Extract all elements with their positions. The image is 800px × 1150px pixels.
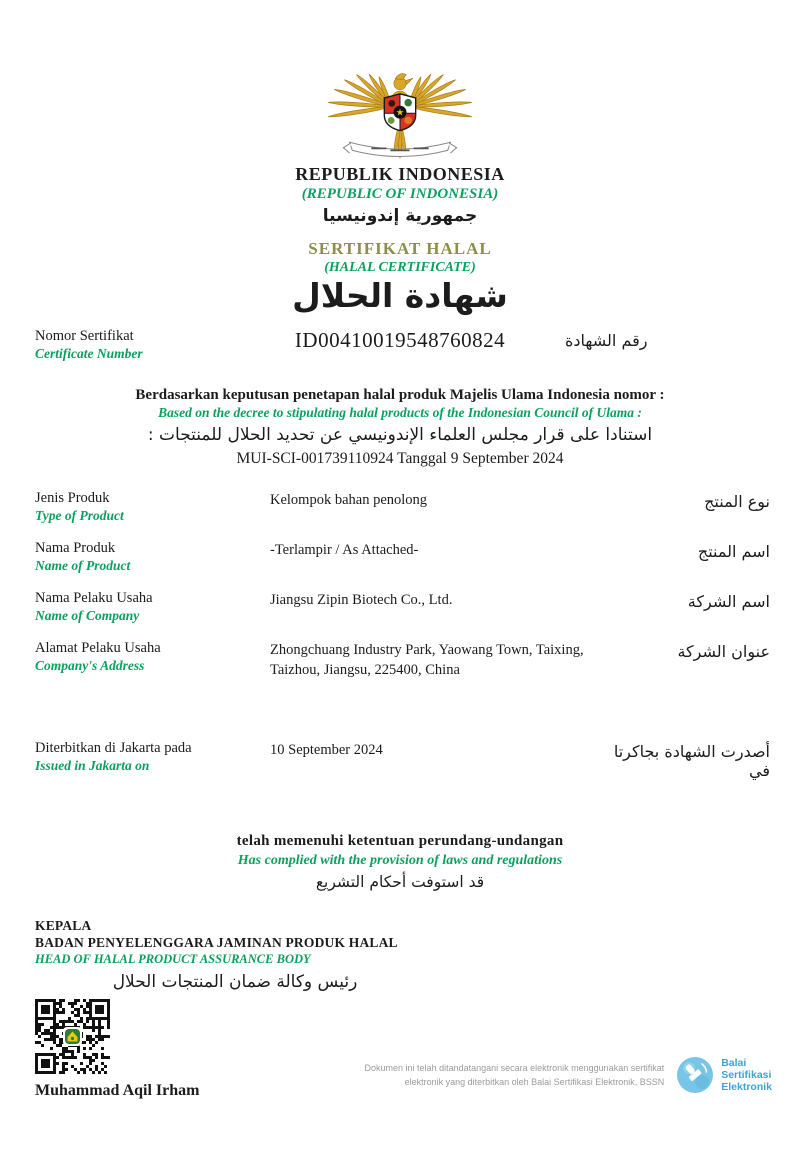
- signatory-title-line2: BADAN PENYELENGGARA JAMINAN PRODUK HALAL: [35, 934, 398, 950]
- balai-sertifikasi-elektronik-logo: [676, 1056, 772, 1094]
- svg-text:★: ★: [395, 107, 405, 119]
- field-row-product-name: [35, 540, 770, 579]
- field-label: [35, 490, 270, 529]
- field-value: -Terlampir / As Attached-: [270, 542, 419, 559]
- decree-number-line: MUI-SCI-001739110924 Tanggal 9 September 2024: [236, 449, 564, 467]
- signature-area: [35, 999, 199, 1100]
- decree-line-arabic: استنادا على قرار مجلس العلماء الإندونيسي عن تحديد الحلال للمنتجات :: [147, 424, 653, 445]
- certificate-number-label: [35, 328, 235, 362]
- field-row-product-type: [35, 490, 770, 529]
- certificate-title-indonesian: SERTIFIKAT HALAL: [308, 239, 492, 258]
- compliance-statement: [0, 832, 800, 892]
- signatory-title-english: HEAD OF HALAL PRODUCT ASSURANCE BODY: [35, 951, 311, 966]
- field-label: [35, 540, 270, 579]
- country-name-english: (REPUBLIC OF INDONESIA): [301, 186, 499, 202]
- field-label: [35, 740, 270, 780]
- field-label-ar: نوع المنتج: [704, 492, 770, 512]
- bottom-band: [35, 999, 772, 1100]
- field-label-ar: اسم الشركة: [687, 592, 770, 612]
- certificate-title-arabic: شهادة الحلال: [292, 276, 508, 315]
- field-label-en: Type of Product: [35, 507, 124, 523]
- field-label-en: Company's Address: [35, 657, 145, 673]
- field-label-ar: عنوان الشركة: [677, 642, 770, 662]
- field-label: [35, 640, 270, 680]
- field-row-issued-date: [35, 740, 770, 780]
- field-label-en: Name of Product: [35, 557, 131, 573]
- field-label-en: Issued in Jakarta on: [35, 757, 150, 773]
- field-value: Jiangsu Zipin Biotech Co., Ltd.: [270, 592, 453, 609]
- field-row-company-name: [35, 590, 770, 629]
- country-name-arabic: جمهورية إندونيسيا: [322, 206, 478, 226]
- field-label-id: Alamat Pelaku Usaha: [35, 640, 161, 657]
- signatory-title-arabic: رئيس وكالة ضمان المنتجات الحلال: [112, 972, 358, 993]
- bse-text-line3: Elektronik: [721, 1081, 772, 1094]
- certificate-number-label-ar: رقم الشهادة: [565, 331, 648, 351]
- decree-block: [0, 386, 800, 468]
- document-header: [0, 0, 800, 314]
- bse-stamp-icon: [676, 1056, 714, 1094]
- field-value: Zhongchuang Industry Park, Yaowang Town, Taixing, Taizhou, Jiangsu, 225400, China: [270, 642, 584, 678]
- field-label-id: Nama Produk: [35, 540, 116, 557]
- field-value: Kelompok bahan penolong: [270, 492, 428, 509]
- certificate-number-row: [0, 328, 800, 362]
- disclaimer-line1: Dokumen ini telah ditandatangani secara elektronik menggunakan sertifikat: [364, 1062, 665, 1073]
- field-label-id: Nama Pelaku Usaha: [35, 590, 153, 607]
- compliance-line-indonesian: telah memenuhi ketentuan perundang-undangan: [236, 833, 564, 850]
- signatory-title-line1: KEPALA: [35, 918, 92, 934]
- electronic-signature-footer: [365, 1056, 772, 1094]
- field-label-ar: اسم المنتج: [697, 542, 770, 562]
- certificate-number-label-en: Certificate Number: [35, 345, 143, 361]
- electronic-signature-disclaimer: [365, 1061, 665, 1090]
- decree-line-english: Based on the decree to stipulating halal products of the Indonesian Council of Ulama :: [158, 404, 642, 420]
- garuda-pancasila-emblem-icon: [0, 44, 800, 160]
- field-label-id: Diterbitkan di Jakarta pada: [35, 740, 192, 757]
- field-label: [35, 590, 270, 629]
- signatory-name: Muhammad Aqil Irham: [35, 1082, 200, 1099]
- compliance-line-english: Has complied with the provision of laws and regulations: [237, 852, 563, 868]
- disclaimer-line2: elektronik yang diterbitkan oleh Balai Sertifikasi Elektronik, BSSN: [404, 1077, 665, 1087]
- field-value: 10 September 2024: [270, 742, 383, 759]
- country-name-indonesian: REPUBLIK INDONESIA: [295, 164, 505, 184]
- field-label-id: Jenis Produk: [35, 490, 110, 507]
- qr-code: [35, 999, 110, 1074]
- bse-text-line1: Balai: [721, 1056, 747, 1069]
- decree-line-indonesian: Berdasarkan keputusan penetapan halal produk Majelis Ulama Indonesia nomor :: [135, 386, 665, 403]
- field-label-en: Name of Company: [35, 607, 140, 623]
- bse-logo-text: [721, 1057, 772, 1093]
- field-row-company-address: [35, 640, 770, 680]
- signatory-block: [0, 918, 800, 992]
- certificate-number-label-id: Nomor Sertifikat: [35, 328, 134, 345]
- certificate-fields: [0, 490, 800, 780]
- certificate-number-value: ID00410019548760824: [294, 328, 506, 353]
- field-label-ar: أصدرت الشهادة بجاكرتا في: [613, 742, 770, 781]
- compliance-line-arabic: قد استوفت أحكام التشريع: [315, 872, 485, 891]
- certificate-title-english: (HALAL CERTIFICATE): [324, 260, 476, 275]
- bse-text-line2: Sertifikasi: [721, 1068, 772, 1081]
